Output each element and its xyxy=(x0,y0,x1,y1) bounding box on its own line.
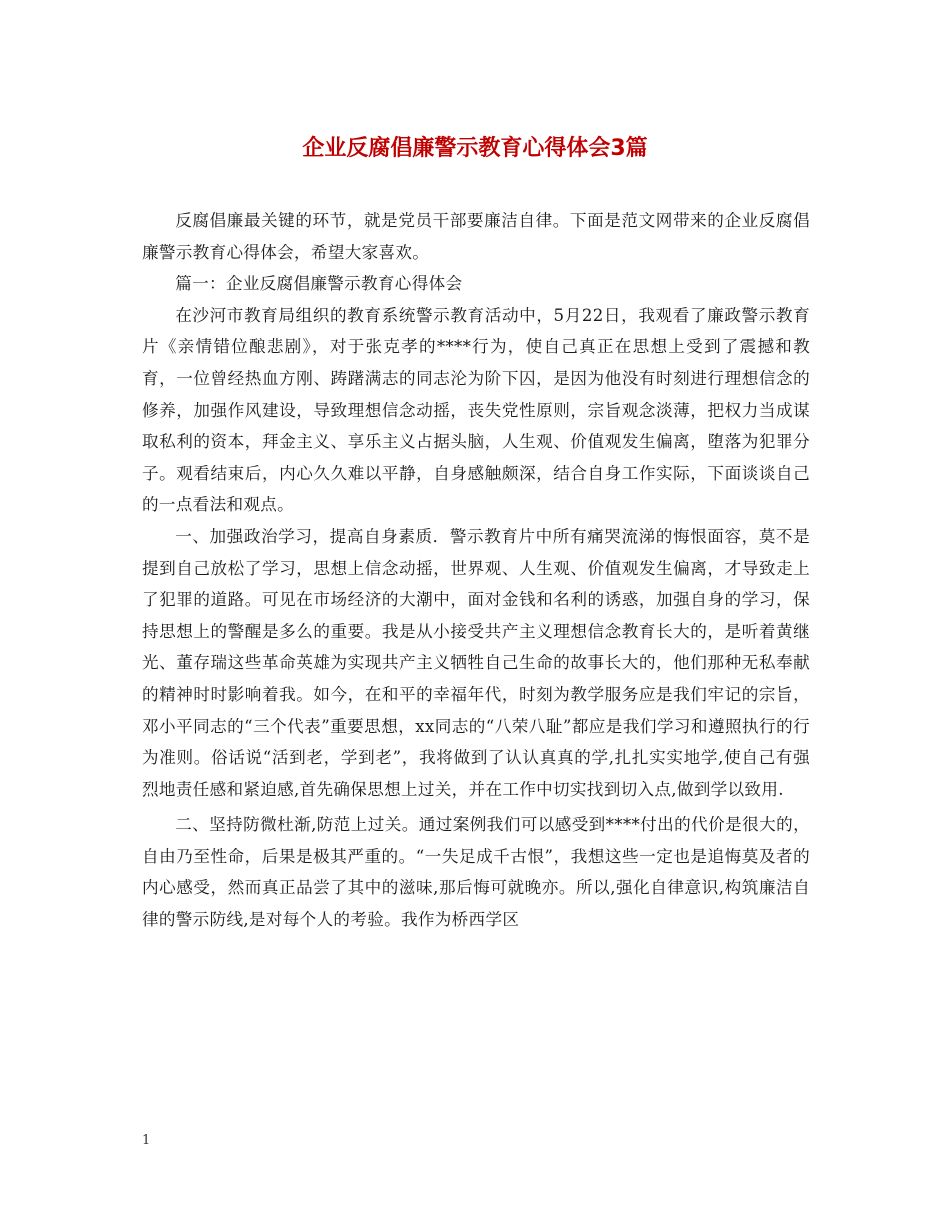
paragraph-intro: 反腐倡廉最关键的环节，就是党员干部要廉洁自律。下面是范文网带来的企业反腐倡廉警示教育心得体会，希望大家喜欢。 xyxy=(142,211,810,262)
paragraph-point-one: 一、加强政治学习，提高自身素质．警示教育片中所有痛哭流涕的悔恨面容，莫不是提到自己放松了学习，思想上信念动摇，世界观、人生观、价值观发生偏离，才导致走上了犯罪的道路。可见在市场经济的大潮中，面对金钱和名利的诱惑，加强自身的学习，保持思想上的警醒是多么的重要。我是从小接受共产主义理想信念教育长大的，是听着黄继光、董存瑞这些革命英雄为实现共产主义牺牲自己生命的故事长大的，他们那种无私奉献的精神时时影响着我。如今，在和平的幸福年代，时刻为教学服务应是我们牢记的宗旨，邓小平同志的“三个代表”重要思想，xx同志的“八荣八耻”都应是我们学习和遵照执行的行为准则。俗话说“活到老，学到老”，我将做到了认认真真的学,扎扎实实地学,使自己有强烈地责任感和紧迫感,首先确保思想上过关，并在工作中切实找到切入点,做到学以致用. xyxy=(142,526,810,799)
document-title: 企业反腐倡廉警示教育心得体会3篇 xyxy=(302,136,648,161)
document-body xyxy=(142,205,810,936)
paragraph-viewing: 在沙河市教育局组织的教育系统警示教育活动中，5月22日，我观看了廉政警示教育片《亲情错位酿悲剧》，对于张克孝的****行为，使自己真正在思想上受到了震撼和教育，一位曾经热血方刚、踌躇满志的同志沦为阶下囚，是因为他没有时刻进行理想信念的修养，加强作风建设，导致理想信念动摇，丧失党性原则，宗旨观念淡薄，把权力当成谋取私利的资本，拜金主义、享乐主义占据头脑，人生观、价值观发生偏离，堕落为犯罪分子。观看结束后，内心久久难以平静，自身感触颇深，结合自身工作实际，下面谈谈自己的一点看法和观点。 xyxy=(142,305,810,515)
paragraph-point-two: 二、坚持防微杜渐,防范上过关。通过案例我们可以感受到****付出的代价是很大的，自由乃至性命，后果是极其严重的。“一失足成千古恨”，我想这些一定也是追悔莫及者的内心感受，然而真正品尝了其中的滋味,那后悔可就晚亦。所以,强化自律意识,构筑廉洁自律的警示防线,是对每个人的考验。我作为桥西学区 xyxy=(142,815,810,930)
paragraph-section-heading: 篇一：企业反腐倡廉警示教育心得体会 xyxy=(175,274,463,294)
page-number: 1 xyxy=(142,1133,151,1148)
